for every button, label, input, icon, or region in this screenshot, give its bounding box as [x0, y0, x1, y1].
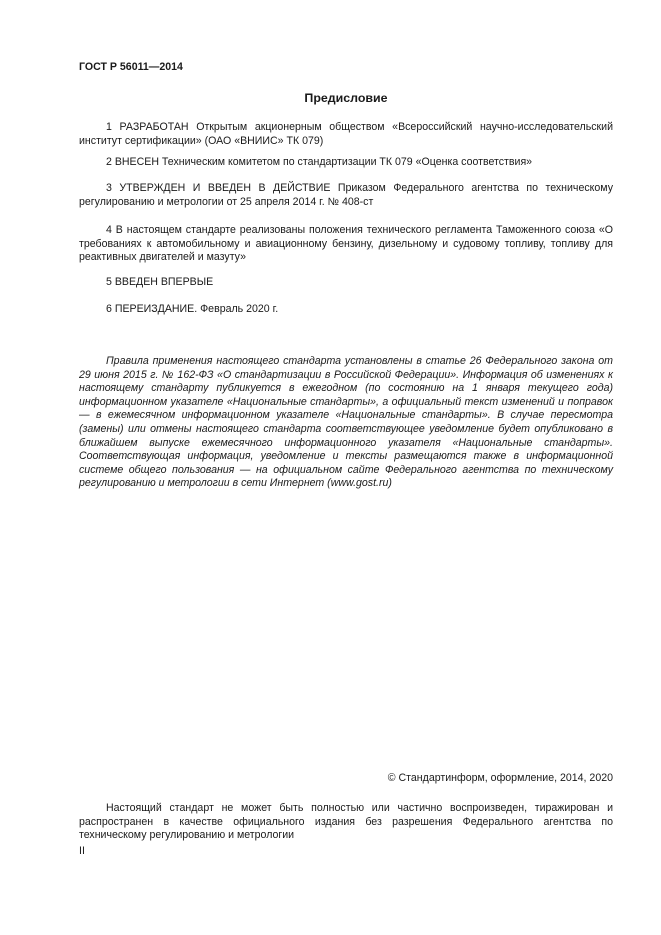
foreword-item-5 — [79, 276, 613, 290]
foreword-item-3 — [79, 182, 613, 209]
foreword-item-2 — [79, 156, 613, 170]
foreword-item-4-text: 4 В настоящем стандарте реализованы положения технического регламента Таможенного союза «О требованиях к автомобильному и авиационному бензину, дизельному и судовому топливу, топливу для реактивных двигателей и мазуту» — [79, 224, 613, 264]
foreword-item-6 — [79, 303, 613, 317]
foreword-item-4 — [79, 224, 613, 265]
reproduction-note — [79, 802, 613, 843]
page-number: II — [79, 845, 85, 857]
page-title: Предисловие — [304, 91, 388, 105]
reproduction-note-text: Настоящий стандарт не может быть полностью или частично воспроизведен, тиражирован и распространен в качестве официального издания без разрешения Федерального агентства по техническому регулированию и метрологии — [79, 802, 613, 842]
copyright-line: © Стандартинформ, оформление, 2014, 2020 — [387, 772, 613, 784]
foreword-item-5-text: 5 ВВЕДЕН ВПЕРВЫЕ — [106, 276, 214, 288]
foreword-item-6-text: 6 ПЕРЕИЗДАНИЕ. Февраль 2020 г. — [106, 303, 279, 315]
standard-rules-note-text: Правила применения настоящего стандарта установлены в статье 26 Федерального закона от 29 июня 2015 г. № 162-ФЗ «О стандартизации в Российской Федерации». Информация об изменениях к настоящему стандарту публикуется в ежегодном (по состоянию на 1 января текущего года) информационном указателе «Национальные стандарты», а официальный текст изменений и поправок — в ежемесячном информационном указателе «Национальные стандарты». В случае пересмотра (замены) или отмены настоящего стандарта соответствующее уведомление будет опубликовано в ближайшем выпуске ежемесячного информационного указателя «Национальные стандарты». Соответствующая информация, уведомление и тексты размещаются также в информационной системе общего пользования — на официальном сайте Федерального агентства по техническому регулированию и метрологии в сети Интернет (www.gost.ru) — [79, 355, 613, 490]
foreword-item-3-text: 3 УТВЕРЖДЕН И ВВЕДЕН В ДЕЙСТВИЕ Приказом Федерального агентства по техническому регулированию и метрологии от 25 апреля 2014 г. № 408-ст — [79, 182, 613, 208]
foreword-item-1-text: 1 РАЗРАБОТАН Открытым акционерным обществом «Всероссийский научно-исследовательский институт сертификации» (ОАО «ВНИИС» ТК 079) — [79, 121, 613, 147]
foreword-item-1 — [79, 121, 613, 148]
foreword-item-2-text: 2 ВНЕСЕН Техническим комитетом по стандартизации ТК 079 «Оценка соответствия» — [106, 156, 533, 168]
standard-code-header: ГОСТ Р 56011—2014 — [79, 61, 183, 73]
standard-rules-note — [79, 355, 613, 491]
